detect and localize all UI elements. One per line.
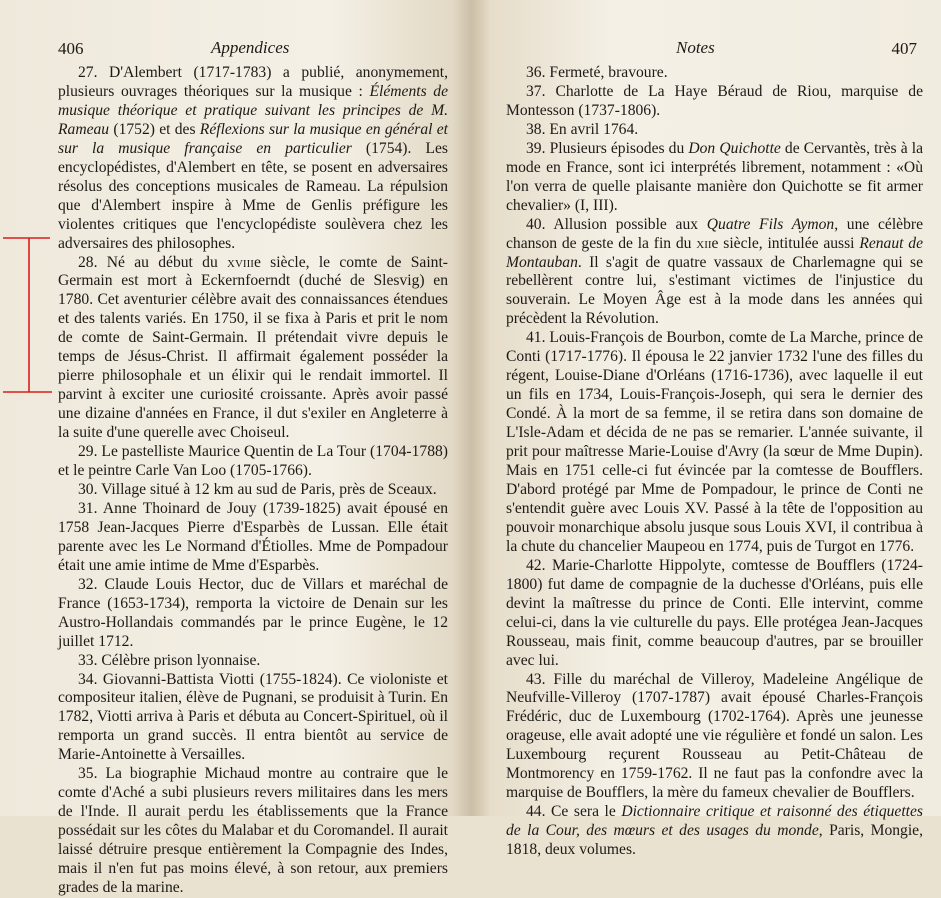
footnote	[58, 64, 448, 254]
footnote-text: 33. Célèbre prison lyonnaise.	[78, 651, 261, 669]
left-running-head	[58, 0, 448, 64]
footnote-text: xviii	[227, 253, 254, 271]
footnote-text: 27. D'Alembert (1717-1783) a publié, anonymement, plusieurs ouvrages théoriques sur la musique :	[58, 64, 448, 100]
footnote	[58, 765, 448, 898]
footnote	[506, 64, 923, 83]
page-number-right: 407	[891, 39, 917, 58]
footnote-text: 32. Claude Louis Hector, duc de Villars et maréchal de France (1653-1734), remporta la victoire de Denain sur les Austro-Hollandais commandés par le prince Eugène, le 12 juillet 1712.	[58, 575, 448, 650]
footnote-text: xii	[696, 234, 712, 252]
footnote-text: 28. Né au début du	[78, 253, 228, 271]
footnote-text: 37. Charlotte de La Haye Béraud de Riou, marquise de Montesson (1737-1806).	[506, 82, 923, 119]
footnote-italic-text: Renaut de Montauban	[506, 234, 923, 271]
page-number-left: 406	[58, 39, 84, 58]
footnote-text: (1752) et des	[109, 120, 200, 138]
footnote-italic-text: Éléments de musique théorique et pratique suivant les principes de M. Rameau	[58, 82, 448, 138]
footnote	[58, 500, 448, 576]
footnote-text: 38. En avril 1764.	[526, 120, 639, 138]
footnote-italic-text: Don Quichotte	[688, 139, 781, 157]
footnote-italic-text: Dictionnaire critique et raisonné des étiquettes de la Cour, des mœurs et des usages du monde	[506, 803, 924, 840]
footnote	[506, 140, 923, 216]
footnote-text: 43. Fille du maréchal de Villeroy, Madeleine Angélique de Neufville-Villeroy (1707-1787) avait épousé Charles-François Frédéric, duc de Luxembourg (1702-1764). Après une jeunesse orageuse, elle avait adopté une vie régulière et fondé un salon. Les Luxembourg reçurent Rousseau au Petit-Château de Montmorency en 1759-1762. Il ne faut pas la confondre avec la marquise de Boufflers, la mère du fameux chevalier de Boufflers.	[506, 670, 923, 802]
right-notes	[506, 64, 923, 860]
footnote-text: 30. Village situé à 12 km au sud de Paris, près de Sceaux.	[78, 480, 437, 498]
footnote	[506, 329, 923, 556]
footnote	[58, 671, 448, 766]
footnote	[506, 216, 923, 330]
footnote-text: , Paris, Mongie, 1818, deux volumes.	[506, 822, 923, 859]
footnote-text: 41. Louis-François de Bourbon, comte de La Marche, prince de Conti (1717-1776). Il épousa le 22 janvier 1732 l'une des filles du régent, Louise-Diane d'Orléans (1716-1736), avec laquelle il eut un fils en 1734, Louis-François-Joseph, qui sera le dernier des Condé. À la mort de sa femme, il se retira dans son domaine de L'Isle-Adam et décida de ne pas se remarier. L'année suivante, il prit pour maîtresse Marie-Louise d'Avry (la sœur de Mme Dupin). Mais en 1751 celle-ci fut évincée par la comtesse de Boufflers. D'abord protégé par Mme de Pompadour, le prince de Conti ne s'entendit guère avec Louis XV. Passé à la tête de l'opposition au pouvoir monarchique absolu jusque sous Louis XVI, il contribua à la chute du chancelier Maupeou en 1774, puis de Turgot en 1776.	[506, 329, 923, 555]
right-page	[472, 0, 941, 859]
footnote-text: de Cervantès, très à la mode en France, sont ici interprétés librement, notamment : «Où l'on verra de quelle plaisante manière don Quichotte se fit armer chevalier» (I, III).	[506, 139, 923, 214]
footnote	[58, 576, 448, 652]
footnote-text: 40. Allusion possible aux	[526, 215, 707, 233]
footnote-text: 39. Plusieurs épisodes du	[526, 139, 689, 157]
footnote-italic-text: Quatre Fils Aymon	[706, 215, 835, 233]
right-running-head	[506, 0, 923, 64]
left-notes	[58, 64, 448, 898]
footnote-text: 29. Le pastelliste Maurice Quentin de La Tour (1704-1788) et le peintre Carle Van Loo (1705-1766).	[58, 443, 448, 480]
footnote-text: 44. Ce sera le	[526, 803, 622, 821]
footnote-text: . Il s'agit de quatre vassaux de Charlemagne qui se rebellèrent contre lui, s'estimant victimes de l'injustice du souverain. Le Moyen Âge est à la mode dans les années qui précèdent la Révolution.	[506, 253, 923, 328]
footnote-text: 34. Giovanni-Battista Viotti (1755-1824). Ce violoniste et compositeur italien, élève de Pugnani, se produisit à Turin. En 1782, Viotti arriva à Paris et débuta au Concert-Spirituel, où il remporta un grand succès. Il entra bientôt au service de Marie-Antoinette à Versailles.	[58, 670, 448, 764]
footnote	[58, 481, 448, 500]
footnote-text: , une célèbre chanson de geste de la fin du	[506, 215, 923, 252]
running-head-title-right: Notes	[676, 38, 715, 57]
footnote-text: e siècle, le comte de Saint-Germain est mort à Eckernfoerndt (duché de Slesvig) en 1780. Cet aventurier célèbre avait des connaissances étendues et des talents variés. En 1750, il se fixa à Paris et prit le nom de comte de Saint-Germain. Il prétendait vivre depuis le temps de Jésus-Christ. Il affirmait également posséder la pierre philosophale et un élixir qui le rendait immortel. Il parvint à exciter une curiosité croissante. Après avoir passé une dizaine d'années en France, il dut s'exiler en Angleterre à la suite d'une querelle avec Choiseul.	[58, 253, 448, 442]
footnote	[58, 443, 448, 481]
footnote-italic-text: Réflexions sur la musique en général et sur la musique française en particulier	[58, 120, 448, 157]
footnote-text: 42. Marie-Charlotte Hippolyte, comtesse de Boufflers (1724-1800) fut dame de compagnie de la duchesse d'Orléans, puis elle devint la maîtresse du prince de Conti. Elle intervint, comme celui-ci, dans la vie culturelle du pays. Elle protégea Jean-Jacques Rousseau, mais finit, comme beaucoup d'autres, par se brouiller avec lui.	[506, 556, 923, 669]
footnote	[506, 557, 923, 671]
footnote	[506, 803, 923, 860]
footnote	[58, 254, 448, 444]
footnote-text: (1754). Les encyclopédistes, d'Alembert en tête, se posent en adversaires résolus des conceptions musicales de Rameau. La répulsion que d'Alembert inspire à Mme de Genlis préfigure les violentes critiques que l'encyclopédiste soulèvera chez les adversaires des philosophes.	[58, 139, 448, 252]
footnote-text: 35. La biographie Michaud montre au contraire que le comte d'Aché a subi plusieurs revers militaires dans les mers de l'Inde. Il aurait perdu les établissements que la France possédait sur les côtes du Malabar et du Coromandel. Il aurait laissé détruire presque entièrement la Compagnie des Indes, mais il n'en fut pas moins élevé, à son retour, aux premiers grades de la marine.	[58, 765, 448, 896]
footnote	[506, 83, 923, 121]
footnote	[506, 671, 923, 804]
footnote	[58, 652, 448, 671]
footnote-text: e siècle, intitulée aussi	[711, 234, 860, 252]
running-head-title-left: Appendices	[211, 38, 290, 57]
footnote	[506, 121, 923, 140]
footnote-text: 31. Anne Thoinard de Jouy (1739-1825) avait épousé en 1758 Jean-Jacques Pierre d'Esparbès de Lussan. Elle était parente avec les Le Normand d'Étiolles. Mme de Pompadour était une amie intime de Mme d'Esparbès.	[58, 499, 448, 574]
footnote-text: 36. Fermeté, bravoure.	[526, 64, 668, 81]
